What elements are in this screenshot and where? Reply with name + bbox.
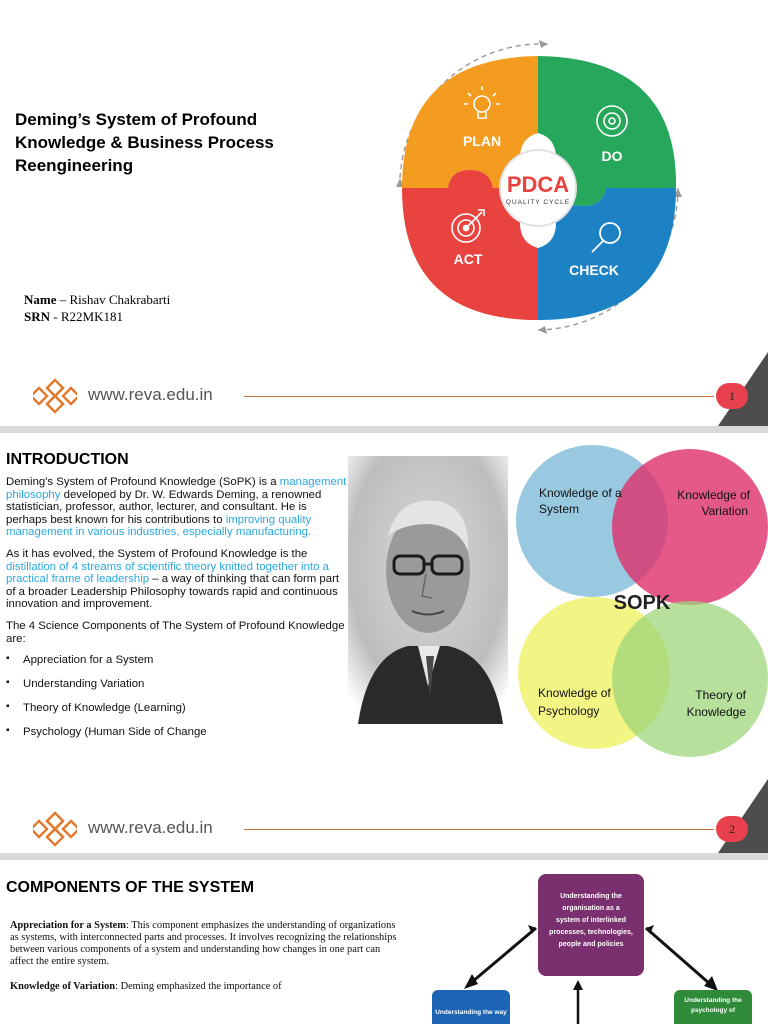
venn-theory-label: Knowledge: [686, 705, 746, 719]
list-item: ▪ Psychology (Human Side of Change: [6, 726, 348, 739]
text-run: developed by Dr. W. Edwards Deming, a renowned statistician, professor, author, lecturer, and consultant. He is perhaps best known for his contributions to: [6, 488, 322, 526]
introduction-text: [6, 476, 348, 751]
name-value: – Rishav Chakrabarti: [56, 292, 171, 307]
venn-center-label: SOPK: [613, 592, 671, 614]
list-item: ▪ Appreciation for a System: [6, 654, 348, 667]
diagram-top-box-text: Understanding the: [560, 893, 622, 900]
highlight-link[interactable]: management philosophy: [6, 476, 347, 501]
text-run: Deming's System of Profound Knowledge (SoPK) is a: [6, 476, 280, 488]
reva-logo-icon: [33, 811, 77, 847]
highlight-link[interactable]: distillation of 4 streams of scientific theory knitted together into a practical frame of leadership: [6, 560, 329, 586]
component-label: Knowledge of Variation: [10, 981, 116, 992]
venn-psychology-label: Psychology: [538, 704, 600, 718]
slide-2: [0, 433, 768, 853]
diagram-left-box-text: Understanding the way: [435, 1009, 507, 1016]
plan-label: PLAN: [462, 133, 502, 149]
name-line: [24, 292, 170, 308]
footer-divider: [244, 396, 714, 397]
text-run: – a way of thinking that can form part of a broader Leadership Philosophy towards rapid and continuous innovation and improvement.: [6, 573, 340, 611]
components-diagram: [428, 870, 768, 1024]
component-paragraph: [10, 981, 402, 993]
components-list: [6, 654, 348, 739]
footer-divider: [244, 829, 714, 830]
diagram-top-box-text: organisation as a: [562, 905, 620, 912]
section-heading: INTRODUCTION: [6, 451, 129, 468]
intro-paragraph-1: [6, 476, 348, 539]
slide-3: [0, 860, 768, 1024]
deming-portrait-image: [348, 456, 508, 724]
srn-line: [24, 309, 123, 325]
slide-1: [0, 0, 768, 426]
reva-logo-icon: [33, 378, 77, 414]
venn-theory-label: Theory of: [695, 688, 746, 702]
page-number-badge: 2: [716, 816, 748, 842]
slide-footer: [0, 372, 768, 422]
do-label: DO: [601, 148, 623, 164]
srn-label: SRN: [24, 309, 51, 324]
pdca-center-subtitle: QUALITY CYCLE: [505, 199, 571, 206]
diagram-right-box-text: Understanding the: [684, 997, 742, 1004]
highlight-link[interactable]: improving quality management in various industries, especially manufacturing.: [6, 513, 312, 539]
venn-psychology-label: Knowledge of: [538, 686, 611, 700]
list-item: ▪ Theory of Knowledge (Learning): [6, 702, 348, 715]
pdca-center-title: PDCA: [506, 172, 570, 197]
slide-separator: [0, 853, 768, 860]
diagram-top-box-text: people and policies: [558, 941, 624, 948]
component-description: : This component emphasizes the understanding of organizations as systems, with interconnected parts and processes. It involves recognizing the relationships between various components of a system and understanding how changes in one part can affect the entire system.: [10, 920, 397, 967]
venn-variation-label: Knowledge of: [677, 488, 750, 502]
diagram-right-box-text: psychology of: [690, 1007, 736, 1014]
component-paragraph: [10, 920, 402, 968]
component-description: : Deming emphasized the importance of: [115, 981, 282, 992]
intro-paragraph-3: The 4 Science Components of The System of Profound Knowledge are:: [6, 619, 345, 645]
slide-title: Deming’s System of Profound Knowledge & Business Process Reengineering: [15, 110, 274, 175]
act-label: ACT: [453, 251, 483, 267]
diagram-top-box-text: system of interlinked: [555, 917, 627, 924]
venn-system-label: System: [539, 502, 580, 516]
slide-footer: [0, 805, 768, 853]
component-label: Appreciation for a System: [10, 920, 126, 931]
intro-paragraph-2: [6, 548, 348, 611]
srn-value: - R22MK181: [50, 309, 123, 324]
section-heading: COMPONENTS OF THE SYSTEM: [6, 879, 255, 896]
slide-separator: [0, 426, 768, 433]
sopk-venn-diagram: [514, 441, 768, 763]
venn-system-label: Knowledge of a: [539, 486, 622, 500]
components-text: [10, 920, 402, 1006]
venn-variation-label: Variation: [701, 504, 748, 518]
footer-url[interactable]: www.reva.edu.in: [88, 818, 213, 837]
pdca-quality-cycle-graphic: [378, 38, 698, 338]
diagram-top-box-text: processes, technologies,: [549, 929, 633, 936]
list-item: ▪ Understanding Variation: [6, 678, 348, 691]
page-number-badge: 1: [716, 383, 748, 409]
name-label: Name: [24, 292, 57, 307]
check-label: CHECK: [569, 262, 619, 278]
text-run: As it has evolved, the System of Profound Knowledge is the: [6, 547, 308, 560]
footer-url[interactable]: www.reva.edu.in: [88, 385, 213, 404]
